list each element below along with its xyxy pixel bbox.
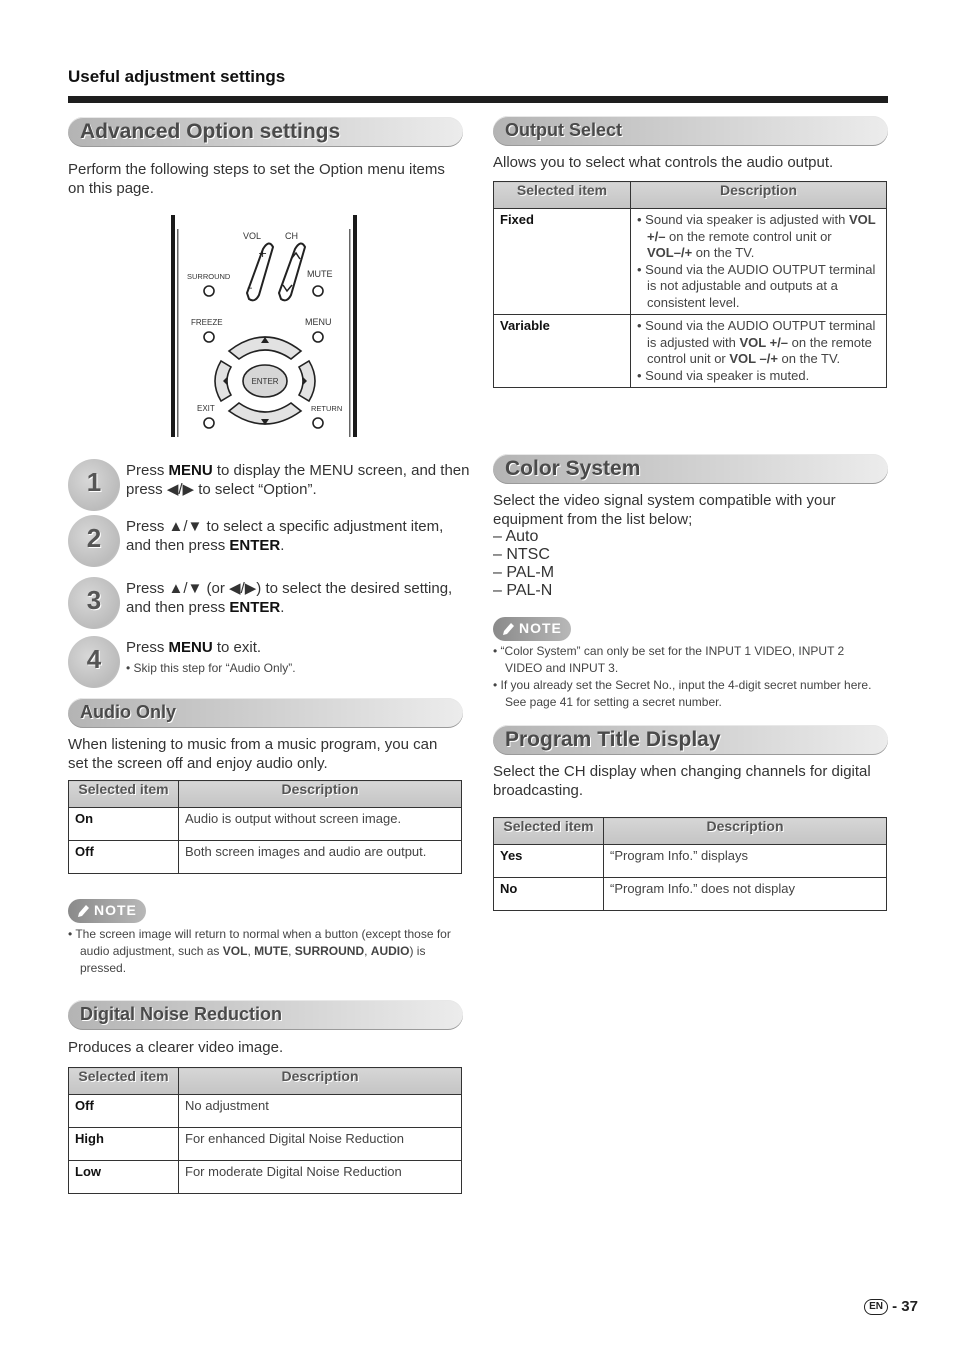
- row-item: Yes: [494, 845, 604, 878]
- audio-only-note: • The screen image will return to normal when a button (except those for audio adjustment, such as VOL, MUTE, SURROUND, AUDIO) is pressed.: [68, 926, 458, 977]
- freeze-button[interactable]: [204, 332, 214, 342]
- program-title-table: [493, 817, 887, 911]
- audio-only-intro: When listening to music from a music program, you can set the screen off and enjoy audio only.: [68, 736, 438, 772]
- section-header-title: Useful adjustment settings: [68, 67, 286, 86]
- advanced-intro: Perform the following steps to set the Option menu items on this page.: [68, 161, 445, 197]
- row-desc: • Sound via speaker is adjusted with VOL +/– on the remote control unit or VOL–/+ on the TV. • Sound via the AUDIO OUTPUT terminal is not adjustable and outputs at a consistent level.: [631, 209, 887, 315]
- vol-label: VOL: [243, 231, 262, 241]
- vol-rocker[interactable]: [247, 243, 273, 300]
- page-number: [864, 1298, 918, 1315]
- menu-label: MENU: [305, 317, 332, 327]
- heading-program-title-display: Program Title Display: [493, 725, 888, 755]
- dnr-intro: Produces a clearer video image.: [68, 1039, 284, 1056]
- table-row: [494, 878, 887, 911]
- color-system-notes: [493, 643, 878, 711]
- row-item: Variable: [494, 315, 631, 388]
- heading-digital-noise-reduction: Digital Noise Reduction: [68, 1000, 463, 1030]
- enter-label: ENTER: [251, 377, 279, 386]
- table-row: [69, 808, 462, 841]
- ch-label: CH: [285, 231, 298, 241]
- th-selected-item: Selected item: [494, 818, 604, 845]
- mute-label: MUTE: [307, 269, 333, 279]
- header-rule: [68, 96, 888, 103]
- language-badge: EN: [864, 1299, 888, 1315]
- row-item: Off: [69, 841, 179, 874]
- surround-label: SURROUND: [187, 272, 231, 281]
- row-desc: • Sound via the AUDIO OUTPUT terminal is adjusted with VOL +/– on the remote control unit or VOL –/+ on the TV. • Sound via speaker is muted.: [631, 315, 887, 388]
- step-number-badge: 4: [68, 636, 120, 688]
- dnr-table: [68, 1067, 462, 1194]
- audio-only-table: [68, 780, 462, 874]
- row-desc: “Program Info.” does not display: [604, 878, 887, 911]
- color-system-intro: Select the video signal system compatible with your equipment from the list below;: [493, 492, 836, 528]
- row-item: High: [69, 1128, 179, 1161]
- step-sub-note: • Skip this step for “Audio Only”.: [126, 661, 296, 675]
- row-desc: “Program Info.” displays: [604, 845, 887, 878]
- pencil-icon: [76, 903, 90, 919]
- pencil-icon: [501, 621, 515, 637]
- heading-advanced-option-settings: [68, 117, 463, 147]
- option-pal-m: – PAL-M: [493, 564, 555, 581]
- heading-audio-only: Audio Only: [68, 698, 463, 728]
- table-row-variable: [494, 315, 887, 388]
- freeze-label: FREEZE: [191, 318, 223, 327]
- th-selected-item: Selected item: [69, 1068, 179, 1095]
- step-text: Press ▲/▼ (or ◀/▶) to select the desired setting, and then press ENTER.: [126, 580, 453, 616]
- enter-button[interactable]: [243, 365, 287, 397]
- row-desc: For enhanced Digital Noise Reduction: [179, 1128, 462, 1161]
- surround-button[interactable]: [204, 286, 214, 296]
- row-item: Off: [69, 1095, 179, 1128]
- step-text: Press MENU to exit. • Skip this step for “Audio Only”.: [126, 638, 471, 678]
- color-system-options: [493, 528, 554, 600]
- row-desc: No adjustment: [179, 1095, 462, 1128]
- option-pal-n: – PAL-N: [493, 582, 553, 599]
- table-row-fixed: [494, 209, 887, 315]
- note-badge: NOTE: [68, 899, 146, 923]
- table-row: [69, 1095, 462, 1128]
- row-item: On: [69, 808, 179, 841]
- svg-text:–: –: [247, 281, 253, 294]
- th-selected-item: Selected item: [69, 781, 179, 808]
- note-item: • “Color System” can only be set for the INPUT 1 VIDEO, INPUT 2 VIDEO and INPUT 3.: [493, 643, 878, 677]
- mute-button[interactable]: [313, 286, 323, 296]
- th-description: Description: [604, 818, 887, 845]
- step-text: Press MENU to display the MENU screen, and then press ◀/▶ to select “Option”.: [126, 462, 470, 498]
- row-item: No: [494, 878, 604, 911]
- heading-text: Advanced Option settings: [80, 120, 341, 143]
- output-select-table: [493, 181, 887, 388]
- return-label: RETURN: [311, 404, 343, 413]
- step-number-badge: 3: [68, 577, 120, 629]
- menu-button[interactable]: [313, 332, 323, 342]
- step-number-badge: 1: [68, 459, 120, 511]
- output-select-intro: Allows you to select what controls the audio output.: [493, 154, 834, 171]
- th-description: Description: [179, 781, 462, 808]
- note-item: • If you already set the Secret No., input the 4-digit secret number here. See page 41 for setting a secret number.: [493, 677, 878, 711]
- table-row: [494, 845, 887, 878]
- ch-rocker[interactable]: [279, 243, 305, 300]
- th-selected-item: Selected item: [494, 182, 631, 209]
- row-item: Low: [69, 1161, 179, 1194]
- step-text: Press ▲/▼ to select a specific adjustment item, and then press ENTER.: [126, 518, 444, 554]
- return-button[interactable]: [313, 418, 323, 428]
- table-row: [69, 1128, 462, 1161]
- table-row: [69, 1161, 462, 1194]
- page-number-text: - 37: [892, 1298, 918, 1315]
- svg-text:+: +: [258, 247, 268, 260]
- heading-color-system: Color System: [493, 454, 888, 484]
- exit-label: EXIT: [197, 404, 215, 413]
- note-badge: NOTE: [493, 617, 571, 641]
- row-desc: Audio is output without screen image.: [179, 808, 462, 841]
- option-auto: – Auto: [493, 528, 539, 545]
- row-item: Fixed: [494, 209, 631, 315]
- th-description: Description: [631, 182, 887, 209]
- row-desc: Both screen images and audio are output.: [179, 841, 462, 874]
- remote-control-illustration: [165, 215, 365, 441]
- exit-button[interactable]: [204, 418, 214, 428]
- option-ntsc: – NTSC: [493, 546, 550, 563]
- program-title-intro: Select the CH display when changing channels for digital broadcasting.: [493, 763, 871, 799]
- row-desc: For moderate Digital Noise Reduction: [179, 1161, 462, 1194]
- th-description: Description: [179, 1068, 462, 1095]
- table-row: [69, 841, 462, 874]
- heading-output-select: Output Select: [493, 116, 888, 146]
- step-number-badge: 2: [68, 515, 120, 567]
